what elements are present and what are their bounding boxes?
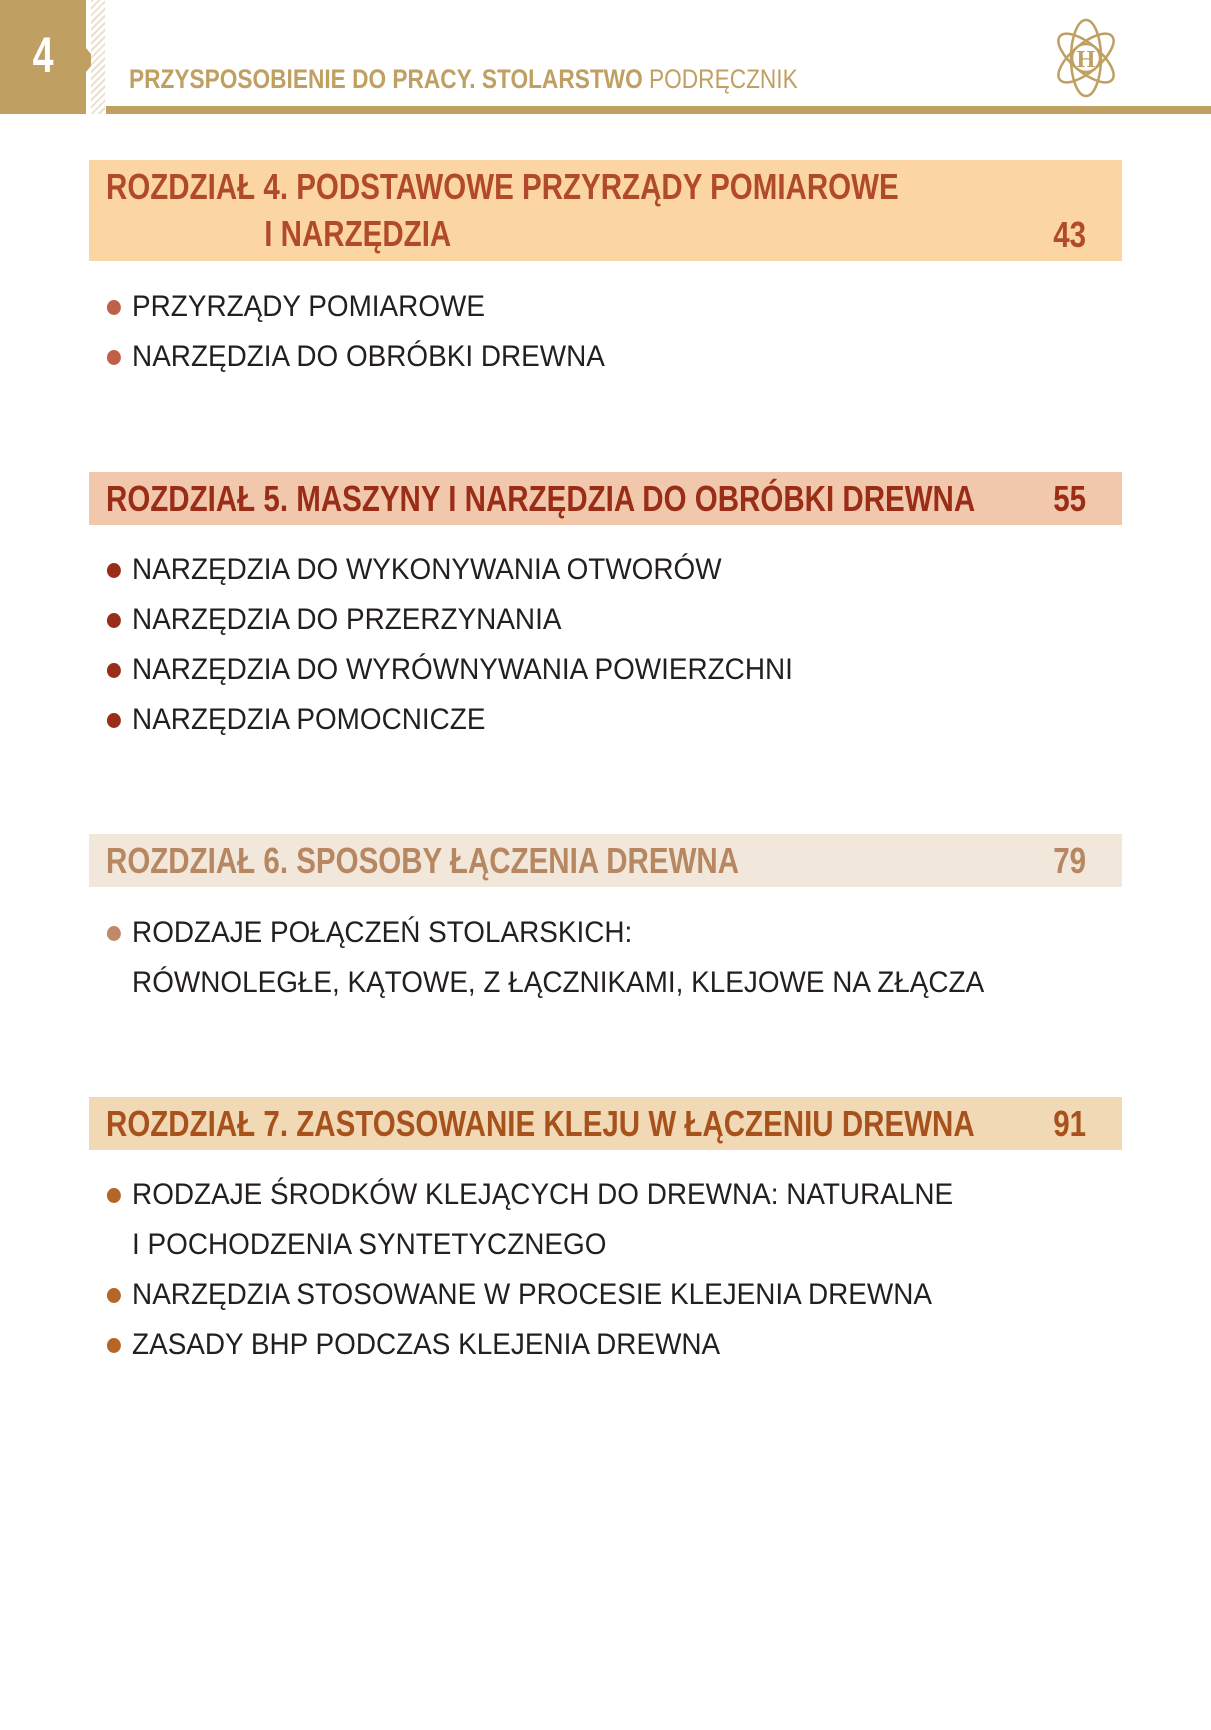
- list-item: NARZĘDZIA DO PRZERZYNANIA: [106, 595, 793, 645]
- bullet-icon: [107, 1288, 121, 1303]
- list-item: NARZĘDZIA POMOCNICZE: [106, 695, 793, 745]
- chapter-page-number: 43: [1053, 214, 1086, 255]
- bullet-icon: [107, 613, 121, 628]
- chapter-7-topics: [106, 1170, 1017, 1370]
- list-item: RODZAJE ŚRODKÓW KLEJĄCYCH DO DREWNA: NATURALNE I POCHODZENIA SYNTETYCZNEGO: [106, 1170, 953, 1270]
- chapter-4-topics: [106, 282, 642, 382]
- list-item: NARZĘDZIA DO WYKONYWANIA OTWORÓW: [106, 545, 793, 595]
- chapter-5-topics: [106, 545, 845, 745]
- chapter-title-line2: I NARZĘDZIA: [264, 213, 452, 254]
- page-number: 4: [32, 27, 54, 83]
- chapter-title: ROZDZIAŁ 4. PODSTAWOWE PRZYRZĄDY POMIAROWE: [106, 166, 899, 207]
- chapter-title: ROZDZIAŁ 7. ZASTOSOWANIE KLEJU W ŁĄCZENIU DREWNA: [106, 1103, 975, 1144]
- bullet-icon: [107, 1188, 121, 1203]
- list-item: NARZĘDZIA STOSOWANE W PROCESIE KLEJENIA DREWNA: [106, 1270, 953, 1320]
- bullet-icon: [107, 926, 121, 941]
- bullet-icon: [107, 1338, 121, 1353]
- chapter-4-heading: [89, 160, 1122, 261]
- book-title: PRZYSPOSOBIENIE DO PRACY. STOLARSTWO: [129, 64, 643, 94]
- list-item: NARZĘDZIA DO OBRÓBKI DREWNA: [106, 332, 605, 382]
- publisher-logo-icon: [1048, 14, 1124, 102]
- running-header: [129, 64, 798, 95]
- chapter-6-topics: [106, 908, 1050, 1008]
- chapter-page-number: 79: [1053, 840, 1086, 881]
- chapter-title: ROZDZIAŁ 5. MASZYNY I NARZĘDZIA DO OBRÓBKI DREWNA: [106, 478, 976, 519]
- chapter-7-heading: [89, 1097, 1122, 1150]
- list-item: PRZYRZĄDY POMIAROWE: [106, 282, 605, 332]
- list-item: ZASADY BHP PODCZAS KLEJENIA DREWNA: [106, 1320, 953, 1370]
- chapter-page-number: 91: [1053, 1103, 1086, 1144]
- hatch-decoration: [91, 0, 105, 114]
- bullet-icon: [107, 350, 121, 365]
- book-subtitle: PODRĘCZNIK: [649, 64, 798, 94]
- header-rule: [106, 106, 1211, 114]
- page-number-tab: [0, 0, 86, 114]
- chapter-page-number: 55: [1053, 478, 1086, 519]
- chapter-5-heading: [89, 472, 1122, 525]
- chapter-6-heading: [89, 834, 1122, 887]
- chapter-title: ROZDZIAŁ 6. SPOSOBY ŁĄCZENIA DREWNA: [106, 840, 740, 881]
- bullet-icon: [107, 563, 121, 578]
- logo-letter: H: [1076, 47, 1096, 73]
- bullet-icon: [107, 663, 121, 678]
- bullet-icon: [107, 300, 121, 315]
- bullet-icon: [107, 713, 121, 728]
- list-item: NARZĘDZIA DO WYRÓWNYWANIA POWIERZCHNI: [106, 645, 793, 695]
- list-item: RODZAJE POŁĄCZEŃ STOLARSKICH: RÓWNOLEGŁE, KĄTOWE, Z ŁĄCZNIKAMI, KLEJOWE NA ZŁĄCZA: [106, 908, 984, 1008]
